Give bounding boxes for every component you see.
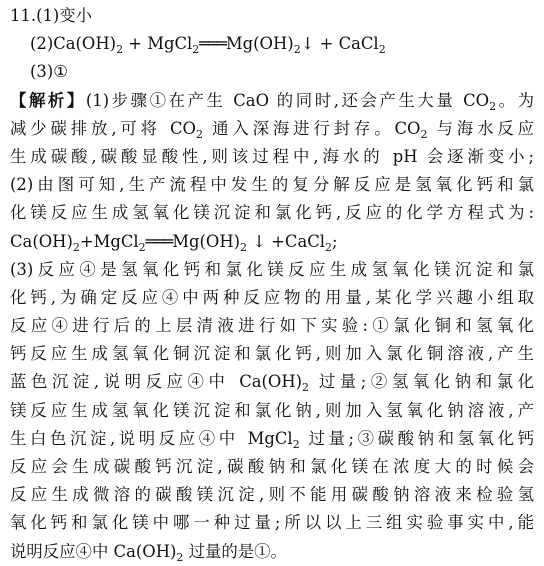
analysis-line-11: 蓝色沉淀,说明反应④中 $Ca(OH)_2$ 过量;②氢氧化钠和氯化 (10, 372, 534, 395)
analysis-equation-line: $Ca(OH)_2+MgCl_2═══Mg(OH)_2$ ↓ +CaCl$_2$; (10, 228, 534, 256)
answer-part-2-label: (2) (30, 34, 54, 54)
analysis-line-9: 反应④进行后的上层清液进行如下实验:①氯化铜和氢氧化 (10, 316, 534, 336)
answer-line-2 (10, 30, 534, 58)
analysis-line-15: 反应生成微溶的碳酸镁沉淀,则不能用碳酸钠溶液来检验氢 (10, 485, 534, 505)
answer-part-1: (1)变小 (36, 6, 93, 25)
question-number: 11. (10, 6, 37, 25)
analysis-line-5: 化镁反应生成氢氧化镁沉淀和氯化钙,反应的化学方程式为: (10, 203, 534, 223)
analysis-label: 【解析】 (10, 90, 86, 110)
analysis-line-14: 反应会生成碳酸钙沉淀,碳酸钠和氯化镁在浓度大的时候会 (10, 457, 534, 476)
analysis-line-3: 生成碳酸,碳酸显酸性,则该过程中,海水的 pH 会逐渐变小; (10, 146, 534, 166)
analysis-line-12: 镁反应生成氢氧化镁沉淀和氯化钠,则加入氢氧化钠溶液,产 (10, 400, 534, 420)
precipitate-arrow: ↓ (300, 34, 315, 54)
answer-line-3 (10, 58, 534, 86)
analysis-line-7: (3)反应④是氢氧化钙和氯化镁反应生成氢氧化镁沉淀和氯 (10, 259, 534, 279)
equals-sign: ═══ (145, 231, 173, 251)
analysis-line-8: 化钙,为确定反应④中两种反应物的用量,某化学兴趣小组取 (10, 287, 534, 307)
analysis-line-2: 减少碳排放,可将 $CO_2$ 通入深海进行封存。$CO_2$ 与海水反应 (10, 118, 534, 141)
analysis-line-1: 【解析】(1)步骤①在产生 CaO 的同时,还会产生大量 $CO_2$。为 (10, 90, 534, 113)
chemical-equation: $Ca(OH)_2$ + $MgCl_2═══Mg(OH)_2↓$ + CaCl$_2$ (53, 34, 385, 53)
analysis-line-16: 氧化钙和氯化镁中哪一种过量;所以以上三组实验事实中,能 (10, 513, 534, 533)
answer-part-3: (3)① (30, 62, 68, 82)
analysis-line-4: (2)由图可知,生产流程中发生的复分解反应是氢氧化钙和氯 (10, 175, 534, 195)
equals-sign: ═══ (199, 34, 226, 54)
analysis-line-13: 生白色沉淀,说明反应④中 MgCl$_2$ 过量;③碳酸钠和氢氧化钙 (10, 428, 535, 451)
answer-line-1 (10, 2, 534, 30)
analysis-line-17: 说明反应④中 $Ca(OH)_2$ 过量的是①。 (10, 541, 287, 564)
analysis-line-10: 钙反应生成氢氧化铜沉淀和氯化钙,则加入氯化铜溶液,产生 (10, 344, 534, 364)
